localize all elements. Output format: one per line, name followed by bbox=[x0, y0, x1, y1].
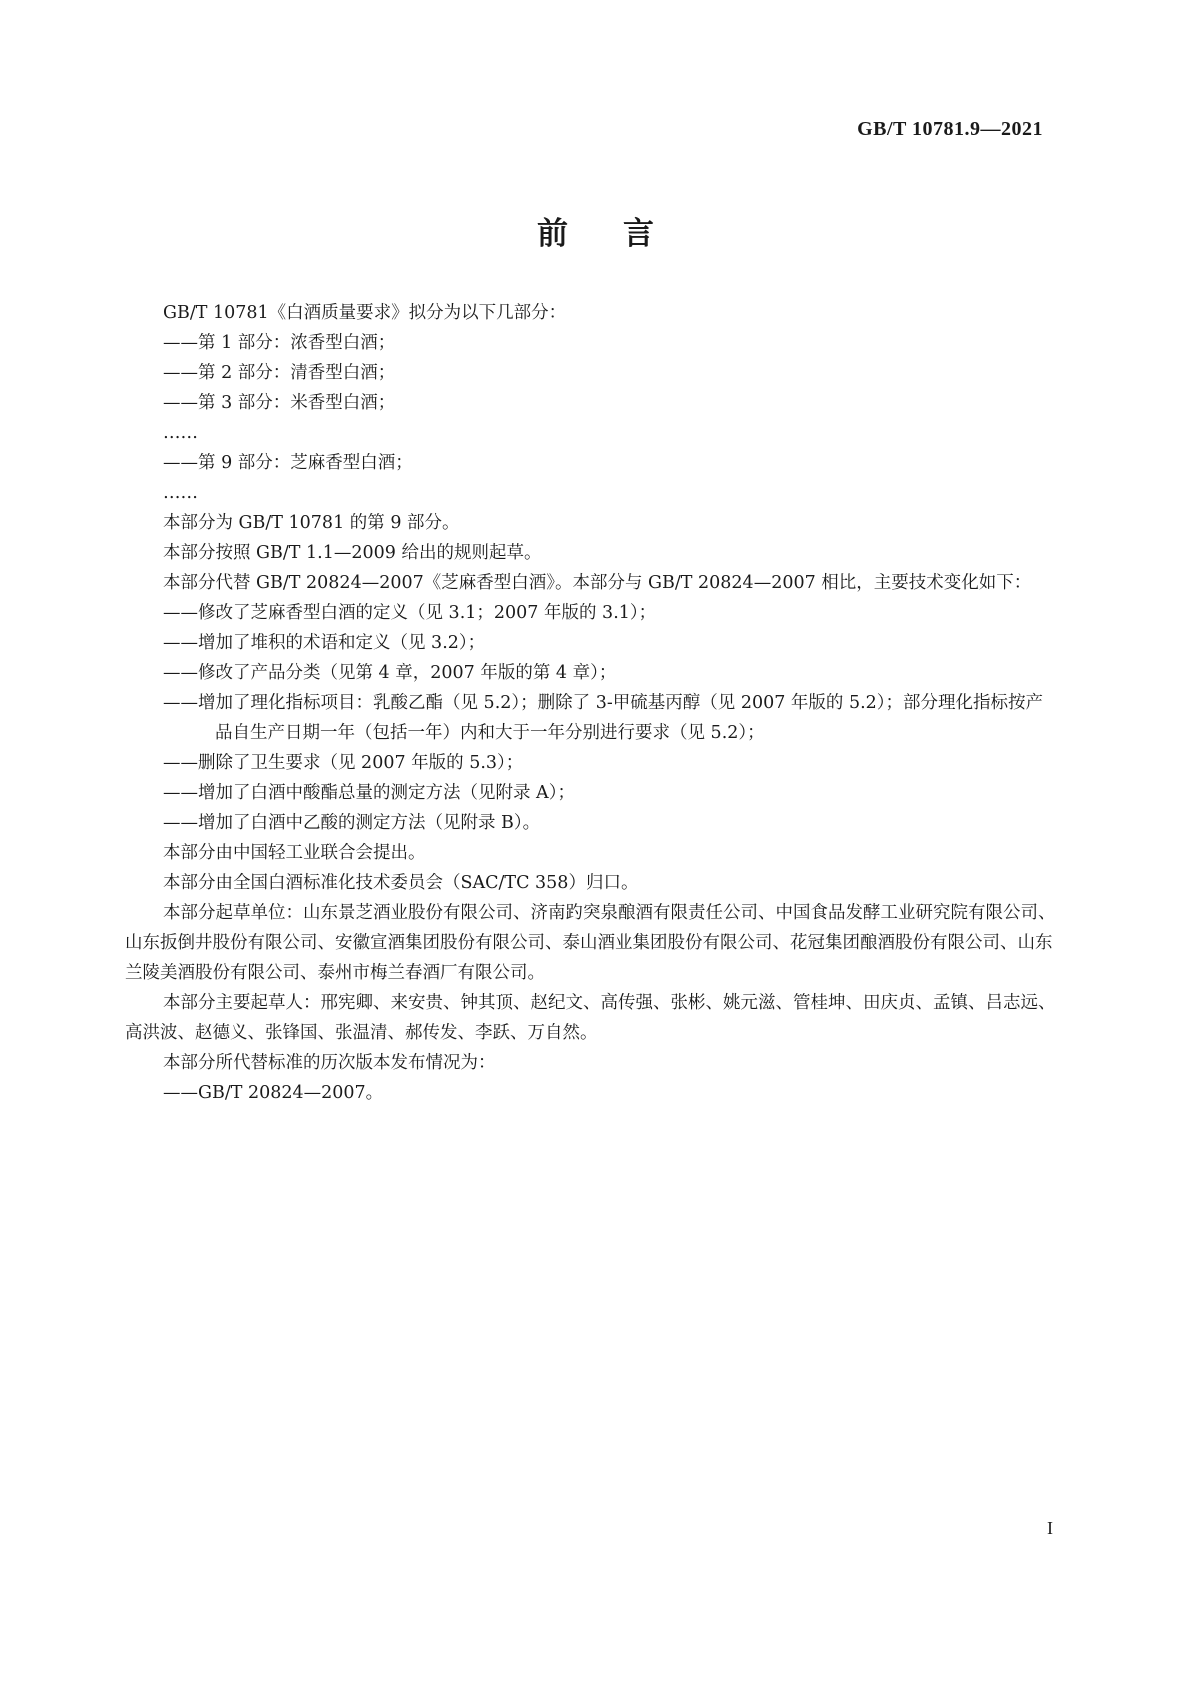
centralized-by-paragraph: 本部分由全国白酒标准化技术委员会（SAC/TC 358）归口。 bbox=[163, 873, 639, 893]
part-list-item: ——第 2 部分：清香型白酒； bbox=[163, 363, 396, 383]
foreword-body bbox=[125, 298, 1060, 1108]
change-list-item: ——修改了芝麻香型白酒的定义（见 3.1；2007 年版的 3.1）； bbox=[163, 603, 657, 623]
proposed-by-paragraph: 本部分由中国轻工业联合会提出。 bbox=[163, 843, 426, 863]
change-list-item: ——增加了理化指标项目：乳酸乙酯（见 5.2）；删除了 3-甲硫基丙醇（见 2007 年版的 5.2）；部分理化指标按产品自生产日期一年（包括一年）内和大于一年分别进行要求（见 5.2）； bbox=[163, 693, 1044, 743]
change-list-item: ——增加了白酒中酸酯总量的测定方法（见附录 A）； bbox=[163, 783, 575, 803]
replaces-paragraph: 本部分代替 GB/T 20824—2007《芝麻香型白酒》。本部分与 GB/T 20824—2007 相比，主要技术变化如下： bbox=[163, 573, 1032, 593]
ellipsis: …… bbox=[163, 483, 198, 503]
part-list-item: ——第 1 部分：浓香型白酒； bbox=[163, 333, 396, 353]
page-number: I bbox=[1047, 1518, 1053, 1538]
change-list-item: ——删除了卫生要求（见 2007 年版的 5.3）； bbox=[163, 753, 524, 773]
part-list-item: ——第 3 部分：米香型白酒； bbox=[163, 393, 396, 413]
part-list-item: ——第 9 部分：芝麻香型白酒； bbox=[163, 453, 413, 473]
change-list-item: ——修改了产品分类（见第 4 章，2007 年版的第 4 章）； bbox=[163, 663, 617, 683]
history-paragraph: 本部分所代替标准的历次版本发布情况为： bbox=[163, 1053, 496, 1073]
drafters-paragraph: 本部分主要起草人：邢宪卿、来安贵、钟其顶、赵纪文、高传强、张彬、姚元滋、管桂坤、田庆贞、孟镇、吕志远、高洪波、赵德义、张锋国、张温清、郝传发、李跃、万自然。 bbox=[125, 993, 1056, 1043]
intro-paragraph: GB/T 10781《白酒质量要求》拟分为以下几部分： bbox=[163, 303, 567, 323]
change-list-item: ——增加了白酒中乙酸的测定方法（见附录 B）。 bbox=[163, 813, 541, 833]
page-title: 前言 bbox=[537, 216, 709, 252]
drafting-rule-paragraph: 本部分按照 GB/T 1.1—2009 给出的规则起草。 bbox=[163, 543, 542, 563]
change-list-item: ——增加了堆积的术语和定义（见 3.2）； bbox=[163, 633, 486, 653]
ellipsis: …… bbox=[163, 423, 198, 443]
history-list-item: ——GB/T 20824—2007。 bbox=[163, 1083, 384, 1103]
standard-code: GB/T 10781.9—2021 bbox=[857, 118, 1043, 140]
drafting-units-paragraph: 本部分起草单位：山东景芝酒业股份有限公司、济南趵突泉酿酒有限责任公司、中国食品发酵工业研究院有限公司、山东扳倒井股份有限公司、安徽宣酒集团股份有限公司、泰山酒业集团股份有限公司、花冠集团酿酒股份有限公司、山东兰陵美酒股份有限公司、泰州市梅兰春酒厂有限公司。 bbox=[125, 903, 1056, 983]
this-part-paragraph: 本部分为 GB/T 10781 的第 9 部分。 bbox=[163, 513, 460, 533]
